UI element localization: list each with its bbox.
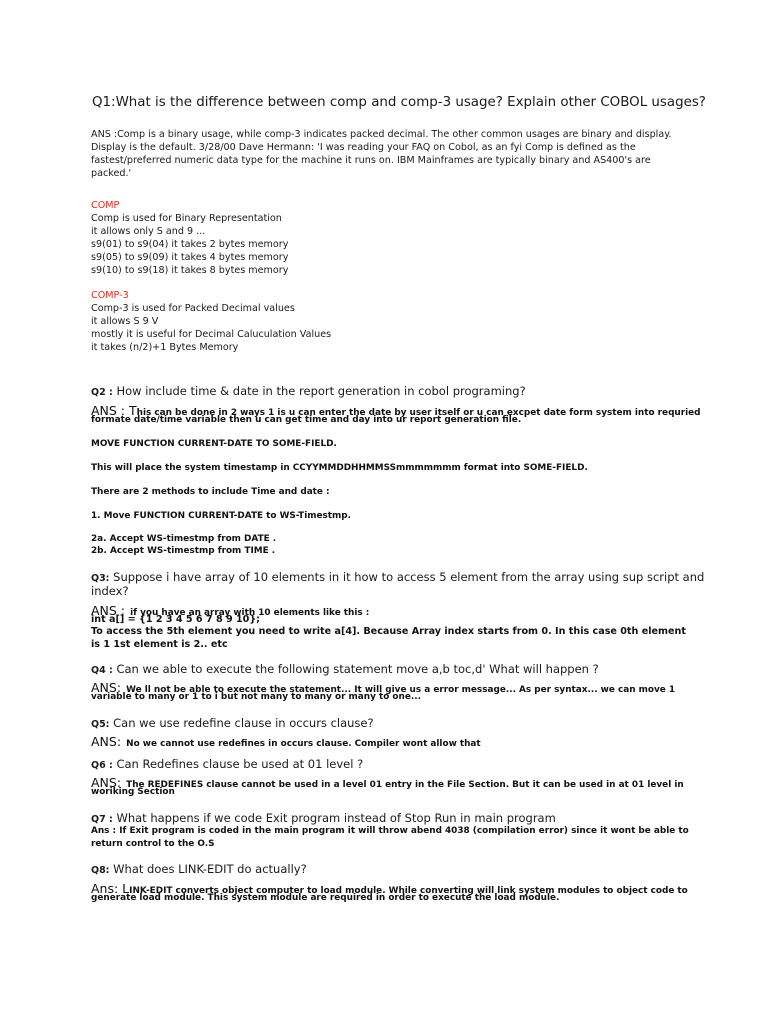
comp-line: s9(01) to s9(04) it takes 2 bytes memory	[91, 239, 289, 250]
q2-answer-line1: his can be done in 2 ways 1 is u can enter the date by user itself or u can excpet date form system into requried	[136, 408, 701, 418]
q7-answer-line1: Ans : If Exit program is coded in the main program it will throw abend 4038 (compilation error) since it wont be able to	[91, 826, 689, 836]
q3-answer-line1: if you have an array with 10 elements like this :	[130, 608, 370, 618]
q2-method-1: 1. Move FUNCTION CURRENT-DATE to WS-Timestmp.	[91, 511, 351, 521]
q1-answer-line: fastest/preferred numeric data type for the machine it runs on. IBM Mainframes are typically binary and AS400's are	[91, 155, 651, 166]
q1-answer-line: packed.'	[91, 168, 132, 179]
q8-answer-line2: generate load module. This system module are required in order to execute the load module.	[91, 893, 560, 903]
q7-question-row	[91, 811, 556, 825]
q7-question: What happens if we code Exit program instead of Stop Run in main program	[116, 811, 556, 825]
q2-timestamp-note: This will place the system timestamp in CCYYMMDDHHMMSSmmmmmmm format into SOME-FIELD.	[91, 463, 588, 473]
comp-line: Comp is used for Binary Representation	[91, 213, 282, 224]
comp3-line: mostly it is useful for Decimal Caluculation Values	[91, 329, 332, 340]
q3-number: Q3:	[91, 573, 110, 584]
q2-question: How include time & date in the report generation in cobol programing?	[116, 384, 526, 398]
q5-question-row	[91, 716, 374, 730]
q6-answer-line1: The REDEFINES clause cannot be used in a level 01 entry in the File Section. But it can be used in at 01 level in	[126, 780, 684, 790]
q4-number: Q4 :	[91, 665, 113, 676]
comp-line: s9(10) to s9(18) it takes 8 bytes memory	[91, 265, 289, 276]
q4-question-row	[91, 662, 599, 676]
q3-question-line1: Suppose i have array of 10 elements in it how to access 5 element from the array using sup script and	[113, 570, 705, 584]
q4-answer-line1: We ll not be able to execute the statement... It will give us a error message... As per syntax... we can move 1	[126, 685, 676, 695]
q2-answer-line2: formate date/time variable then u can get time and day into ur report generation file.	[91, 415, 522, 425]
q8-number: Q8:	[91, 865, 110, 876]
comp-line: s9(05) to s9(09) it takes 4 bytes memory	[91, 252, 289, 263]
comp3-line: it allows S 9 V	[91, 316, 159, 327]
comp-heading: COMP	[91, 200, 120, 211]
q1-answer	[91, 128, 672, 180]
q2-method-2b: 2b. Accept WS-timestmp from TIME .	[91, 546, 276, 556]
q3-answer-line3: To access the 5th element you need to write a[4]. Because Array index starts from 0. In this case 0th element	[91, 626, 686, 637]
q3-question-line2: index?	[91, 584, 129, 598]
q8-question-row	[91, 862, 307, 876]
q2-question-row	[91, 384, 526, 398]
q5-answer-row	[91, 731, 481, 750]
q3-ans-label: ANS :	[91, 603, 126, 618]
q6-answer-line2: woriking Section	[91, 787, 175, 797]
q8-answer-line1: INK-EDIT converts object computer to load module. While converting will link system modules to object code to	[129, 886, 688, 896]
comp3-heading: COMP-3	[91, 290, 129, 301]
q5-ans-label: ANS:	[91, 734, 122, 749]
comp3-details	[91, 302, 331, 354]
comp-line: it allows only S and 9 ...	[91, 226, 206, 237]
q3-answer-code: int a[] = {1 2 3 4 5 6 7 8 9 10};	[91, 614, 260, 625]
q7-number: Q7 :	[91, 814, 113, 825]
q6-ans-label: ANS:	[91, 775, 122, 790]
q2-method-2a: 2a. Accept WS-timestmp from DATE .	[91, 534, 277, 544]
q6-question-row	[91, 757, 363, 771]
q5-answer-line1: No we cannot use redefines in occurs clause. Compiler wont allow that	[126, 739, 481, 749]
q2-move-statement: MOVE FUNCTION CURRENT-DATE TO SOME-FIELD.	[91, 439, 337, 449]
q7-answer-line2: return control to the O.S	[91, 839, 215, 849]
q2-ans-label: ANS : T	[91, 403, 137, 418]
q4-answer-line2: variable to many or 1 to i but not many to many or many to one...	[91, 692, 421, 702]
q8-question: What does LINK-EDIT do actually?	[113, 862, 307, 876]
q3-answer-line4: is 1 1st element is 2.. etc	[91, 639, 228, 650]
comp3-line: it takes (n/2)+1 Bytes Memory	[91, 342, 239, 353]
comp-details	[91, 212, 288, 277]
q1-answer-line: Display is the default. 3/28/00 Dave Hermann: 'I was reading your FAQ on Cobol, as an fyi Comp is defined as the	[91, 142, 636, 153]
q4-ans-label: ANS:	[91, 680, 122, 695]
q6-question: Can Redefines clause be used at 01 level ?	[116, 757, 364, 771]
q4-question: Can we able to execute the following statement move a,b toc,d' What will happen ?	[116, 662, 599, 676]
q1-answer-line: ANS :Comp is a binary usage, while comp-3 indicates packed decimal. The other common usages are binary and display.	[91, 129, 672, 140]
q6-answer-row	[91, 772, 684, 791]
q1-question: Q1:What is the difference between comp and comp-3 usage? Explain other COBOL usages?	[92, 95, 706, 110]
q5-number: Q5:	[91, 719, 110, 730]
q8-ans-label: Ans: L	[91, 881, 130, 896]
comp3-line: Comp-3 is used for Packed Decimal values	[91, 303, 295, 314]
q5-question: Can we use redefine clause in occurs clause?	[113, 716, 374, 730]
q2-number: Q2 :	[91, 387, 113, 398]
q6-number: Q6 :	[91, 760, 113, 771]
q3-question-row	[91, 570, 704, 584]
q2-methods-heading: There are 2 methods to include Time and date :	[91, 487, 330, 497]
